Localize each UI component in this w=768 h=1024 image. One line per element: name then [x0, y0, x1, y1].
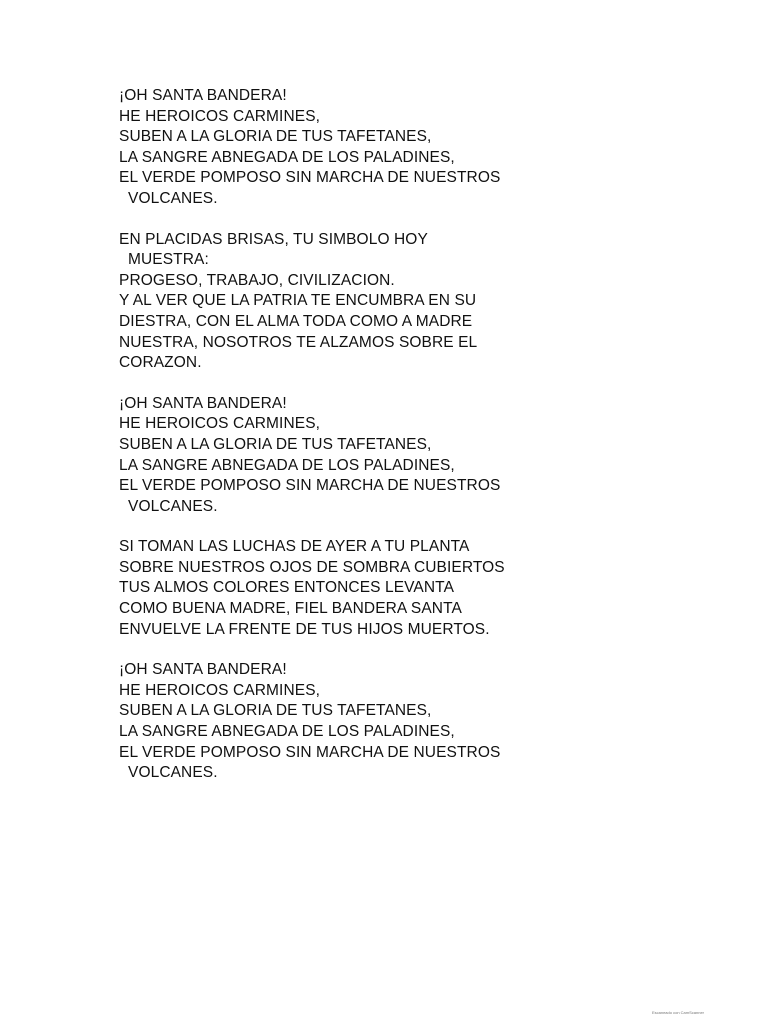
poem-line: ENVUELVE LA FRENTE DE TUS HIJOS MUERTOS. — [119, 620, 490, 638]
poem-line: NUESTRA, NOSOTROS TE ALZAMOS SOBRE EL — [119, 333, 478, 351]
poem-line: LA SANGRE ABNEGADA DE LOS PALADINES, — [119, 456, 455, 474]
poem-line: TUS ALMOS COLORES ENTONCES LEVANTA — [119, 579, 455, 597]
poem-line: LA SANGRE ABNEGADA DE LOS PALADINES, — [119, 723, 455, 741]
poem-line: EL VERDE POMPOSO SIN MARCHA DE NUESTROS — [119, 477, 501, 495]
poem-line: HE HEROICOS CARMINES, — [119, 681, 321, 699]
poem-line: ¡OH SANTA BANDERA! — [119, 394, 287, 412]
poem-line: DIESTRA, CON EL ALMA TODA COMO A MADRE — [119, 312, 473, 330]
poem-line: SUBEN A LA GLORIA DE TUS TAFETANES, — [119, 128, 432, 146]
scanner-watermark: Escaneado con CamScanner — [651, 1010, 704, 1015]
poem-line: HE HEROICOS CARMINES, — [119, 107, 321, 125]
poem-line: MUESTRA: — [128, 251, 209, 269]
poem-line: VOLCANES. — [128, 497, 218, 515]
poem-line: ¡OH SANTA BANDERA! — [119, 87, 287, 104]
stanza-4 — [119, 537, 719, 640]
poem-line: HE HEROICOS CARMINES, — [119, 415, 321, 433]
poem-line: Y AL VER QUE LA PATRIA TE ENCUMBRA EN SU — [119, 292, 477, 310]
poem-line: VOLCANES. — [128, 189, 218, 207]
poem-line: COMO BUENA MADRE, FIEL BANDERA SANTA — [119, 600, 462, 618]
poem-line: SUBEN A LA GLORIA DE TUS TAFETANES, — [119, 435, 432, 453]
poem-line: EL VERDE POMPOSO SIN MARCHA DE NUESTROS — [119, 169, 501, 187]
poem-line: SOBRE NUESTROS OJOS DE SOMBRA CUBIERTOS — [119, 558, 505, 576]
poem-line: VOLCANES. — [128, 764, 218, 782]
poem-line: EN PLACIDAS BRISAS, TU SIMBOLO HOY — [119, 230, 428, 248]
stanza-1 — [119, 86, 719, 210]
stanza-2 — [119, 230, 719, 374]
poem-line: CORAZON. — [119, 354, 202, 372]
poem-line: SUBEN A LA GLORIA DE TUS TAFETANES, — [119, 702, 432, 720]
stanza-5 — [119, 660, 719, 784]
poem-line: EL VERDE POMPOSO SIN MARCHA DE NUESTROS — [119, 743, 501, 761]
poem-line: LA SANGRE ABNEGADA DE LOS PALADINES, — [119, 148, 455, 166]
poem-line: ¡OH SANTA BANDERA! — [119, 661, 287, 679]
poem-line: SI TOMAN LAS LUCHAS DE AYER A TU PLANTA — [119, 538, 470, 556]
poem-text — [119, 86, 719, 804]
poem-line: PROGESO, TRABAJO, CIVILIZACION. — [119, 271, 395, 289]
stanza-3 — [119, 394, 719, 518]
